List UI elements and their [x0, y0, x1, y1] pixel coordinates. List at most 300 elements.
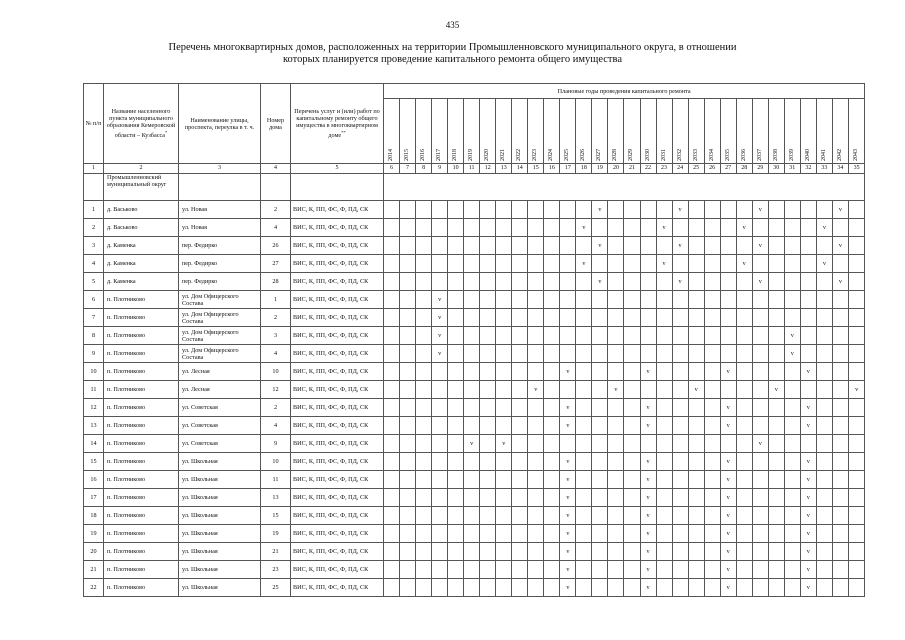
- year-cell: [560, 201, 576, 219]
- header-year: 2040: [800, 99, 816, 164]
- year-cell: [512, 255, 528, 273]
- year-cell: [816, 453, 832, 471]
- year-cell: [416, 201, 432, 219]
- repair-mark: v: [768, 381, 784, 399]
- house-cell: 4: [261, 345, 291, 363]
- year-cell: [656, 237, 672, 255]
- year-cell: [736, 489, 752, 507]
- year-cell: [576, 273, 592, 291]
- repair-mark: v: [800, 561, 816, 579]
- street-cell: ул. Советская: [179, 417, 261, 435]
- year-cell: [464, 525, 480, 543]
- repair-mark: v: [832, 201, 848, 219]
- year-cell: [672, 417, 688, 435]
- year-cell: [480, 471, 496, 489]
- services-cell: ВИС, К, ПП, ФС, Ф, ПД, СК: [291, 273, 384, 291]
- year-cell: [448, 291, 464, 309]
- year-cell: [720, 255, 736, 273]
- year-cell: [784, 273, 800, 291]
- table-row: [84, 507, 865, 525]
- settlement-cell: п. Плотниково: [104, 471, 179, 489]
- year-cell: [480, 309, 496, 327]
- year-cell: [768, 327, 784, 345]
- year-cell: [624, 381, 640, 399]
- year-cell: [576, 525, 592, 543]
- repair-mark: v: [816, 255, 832, 273]
- year-cell: [656, 363, 672, 381]
- year-cell: [544, 309, 560, 327]
- repair-mark: v: [560, 363, 576, 381]
- year-cell: [848, 237, 864, 255]
- year-cell: [592, 363, 608, 381]
- house-cell: 11: [261, 471, 291, 489]
- year-cell: [656, 543, 672, 561]
- year-cell: [608, 435, 624, 453]
- year-cell: [528, 345, 544, 363]
- row-number: 4: [84, 255, 104, 273]
- repair-mark: v: [720, 507, 736, 525]
- year-cell: [752, 363, 768, 381]
- year-cell: [752, 471, 768, 489]
- year-cell: [720, 273, 736, 291]
- year-cell: [416, 363, 432, 381]
- year-cell: [592, 561, 608, 579]
- year-cell: [720, 435, 736, 453]
- year-cell: [576, 453, 592, 471]
- year-cell: [560, 309, 576, 327]
- settlement-cell: п. Плотниково: [104, 543, 179, 561]
- year-cell: [848, 219, 864, 237]
- column-index-cell: 12: [480, 164, 496, 174]
- year-cell: [784, 453, 800, 471]
- row-number: 11: [84, 381, 104, 399]
- year-cell: [496, 363, 512, 381]
- year-cell: [608, 345, 624, 363]
- year-cell: [784, 255, 800, 273]
- year-cell: [736, 579, 752, 597]
- year-cell: [624, 417, 640, 435]
- year-cell: [400, 399, 416, 417]
- repair-mark: v: [800, 543, 816, 561]
- services-cell: ВИС, К, ПП, ФС, Ф, ПД, СК: [291, 201, 384, 219]
- year-cell: [432, 381, 448, 399]
- year-cell: [704, 507, 720, 525]
- year-cell: [400, 363, 416, 381]
- year-cell: [736, 345, 752, 363]
- year-cell: [768, 273, 784, 291]
- year-cell: [688, 219, 704, 237]
- settlement-cell: п. Плотниково: [104, 399, 179, 417]
- year-cell: [576, 579, 592, 597]
- year-cell: [800, 237, 816, 255]
- year-cell: [560, 435, 576, 453]
- year-cell: [848, 201, 864, 219]
- year-cell: [480, 507, 496, 525]
- year-cell: [800, 435, 816, 453]
- year-cell: [672, 255, 688, 273]
- year-cell: [384, 417, 400, 435]
- year-cell: [496, 291, 512, 309]
- year-cell: [576, 417, 592, 435]
- column-index-cell: 34: [832, 164, 848, 174]
- services-cell: ВИС, К, ПП, ФС, Ф, ПД, СК: [291, 219, 384, 237]
- year-cell: [432, 273, 448, 291]
- year-cell: [752, 561, 768, 579]
- year-cell: [512, 507, 528, 525]
- header-year: 2015: [400, 99, 416, 164]
- year-cell: [768, 309, 784, 327]
- year-cell: [816, 273, 832, 291]
- column-index-cell: 11: [464, 164, 480, 174]
- year-cell: [576, 507, 592, 525]
- repair-mark: v: [720, 561, 736, 579]
- year-cell: [400, 561, 416, 579]
- year-cell: [544, 435, 560, 453]
- services-cell: ВИС, К, ПП, ФС, Ф, ПД, СК: [291, 363, 384, 381]
- table-row: [84, 219, 865, 237]
- year-cell: [672, 291, 688, 309]
- repair-mark: v: [560, 471, 576, 489]
- table-row: [84, 273, 865, 291]
- year-cell: [448, 489, 464, 507]
- year-cell: [624, 309, 640, 327]
- year-cell: [768, 561, 784, 579]
- header-year: 2043: [848, 99, 864, 164]
- year-cell: [624, 237, 640, 255]
- year-cell: [416, 327, 432, 345]
- repair-mark: v: [784, 327, 800, 345]
- repair-mark: v: [720, 399, 736, 417]
- year-cell: [400, 237, 416, 255]
- street-cell: ул. Лесная: [179, 363, 261, 381]
- header-year: 2018: [448, 99, 464, 164]
- column-index-row: [84, 164, 865, 174]
- repair-mark: v: [640, 417, 656, 435]
- year-cell: [416, 579, 432, 597]
- year-cell: [832, 489, 848, 507]
- year-cell: [448, 417, 464, 435]
- year-cell: [624, 525, 640, 543]
- house-cell: 2: [261, 309, 291, 327]
- street-cell: ул. Дом Офицерского Состава: [179, 309, 261, 327]
- year-cell: [496, 345, 512, 363]
- year-cell: [448, 453, 464, 471]
- header-year: 2014: [384, 99, 400, 164]
- repair-mark: v: [848, 381, 864, 399]
- table-row: [84, 345, 865, 363]
- year-cell: [784, 399, 800, 417]
- year-cell: [528, 417, 544, 435]
- year-cell: [768, 489, 784, 507]
- year-cell: [672, 471, 688, 489]
- repair-mark: v: [832, 237, 848, 255]
- year-cell: [640, 327, 656, 345]
- year-cell: [752, 399, 768, 417]
- year-cell: [784, 579, 800, 597]
- year-cell: [384, 507, 400, 525]
- street-cell: ул. Дом Офицерского Состава: [179, 291, 261, 309]
- year-cell: [496, 417, 512, 435]
- year-cell: [480, 255, 496, 273]
- year-cell: [512, 435, 528, 453]
- year-cell: [768, 255, 784, 273]
- year-cell: [656, 399, 672, 417]
- year-cell: [608, 543, 624, 561]
- settlement-cell: п. Плотниково: [104, 507, 179, 525]
- year-cell: [512, 201, 528, 219]
- year-cell: [400, 345, 416, 363]
- year-cell: [656, 345, 672, 363]
- year-cell: [400, 255, 416, 273]
- year-cell: [720, 345, 736, 363]
- year-cell: [576, 237, 592, 255]
- repair-mark: v: [640, 471, 656, 489]
- year-cell: [384, 273, 400, 291]
- year-cell: [656, 417, 672, 435]
- year-cell: [544, 525, 560, 543]
- services-cell: ВИС, К, ПП, ФС, Ф, ПД, СК: [291, 309, 384, 327]
- year-cell: [816, 435, 832, 453]
- year-cell: [768, 291, 784, 309]
- column-index-cell: 14: [512, 164, 528, 174]
- column-index-cell: 29: [752, 164, 768, 174]
- year-cell: [544, 201, 560, 219]
- year-cell: [704, 561, 720, 579]
- street-cell: пер. Федирко: [179, 237, 261, 255]
- table-row: [84, 453, 865, 471]
- repair-mark: v: [656, 255, 672, 273]
- header-year: 2039: [784, 99, 800, 164]
- year-cell: [400, 471, 416, 489]
- year-cell: [496, 525, 512, 543]
- year-cell: [400, 327, 416, 345]
- house-cell: 10: [261, 363, 291, 381]
- year-cell: [608, 291, 624, 309]
- repair-mark: v: [752, 435, 768, 453]
- year-cell: [496, 273, 512, 291]
- column-index-cell: 22: [640, 164, 656, 174]
- column-index-cell: 32: [800, 164, 816, 174]
- year-cell: [416, 273, 432, 291]
- year-cell: [528, 291, 544, 309]
- year-cell: [800, 345, 816, 363]
- year-cell: [384, 489, 400, 507]
- year-cell: [608, 471, 624, 489]
- year-cell: [736, 363, 752, 381]
- year-cell: [544, 453, 560, 471]
- table-row: [84, 471, 865, 489]
- year-cell: [656, 453, 672, 471]
- header-year: 2033: [688, 99, 704, 164]
- header-year: 2020: [480, 99, 496, 164]
- year-cell: [784, 417, 800, 435]
- year-cell: [512, 525, 528, 543]
- year-cell: [816, 201, 832, 219]
- year-cell: [464, 507, 480, 525]
- header-year: 2019: [464, 99, 480, 164]
- year-cell: [400, 453, 416, 471]
- column-index-cell: 15: [528, 164, 544, 174]
- year-cell: [688, 507, 704, 525]
- year-cell: [816, 507, 832, 525]
- year-cell: [416, 345, 432, 363]
- repair-mark: v: [464, 435, 480, 453]
- year-cell: [576, 399, 592, 417]
- year-cell: [720, 219, 736, 237]
- document-title: [120, 42, 785, 66]
- year-cell: [384, 345, 400, 363]
- year-cell: [816, 561, 832, 579]
- year-cell: [496, 399, 512, 417]
- year-cell: [448, 255, 464, 273]
- year-cell: [496, 543, 512, 561]
- year-cell: [816, 471, 832, 489]
- year-cell: [816, 399, 832, 417]
- section-label: Промышленновский муниципальный округ: [104, 174, 179, 201]
- year-cell: [496, 561, 512, 579]
- year-cell: [832, 579, 848, 597]
- repair-mark: v: [560, 453, 576, 471]
- year-cell: [832, 399, 848, 417]
- year-cell: [704, 363, 720, 381]
- year-cell: [624, 489, 640, 507]
- year-cell: [848, 435, 864, 453]
- year-cell: [432, 453, 448, 471]
- year-cell: [656, 201, 672, 219]
- year-cell: [384, 435, 400, 453]
- house-cell: 26: [261, 237, 291, 255]
- year-cell: [528, 399, 544, 417]
- year-cell: [704, 453, 720, 471]
- year-cell: [784, 291, 800, 309]
- year-cell: [736, 417, 752, 435]
- year-cell: [704, 381, 720, 399]
- year-cell: [592, 435, 608, 453]
- year-cell: [624, 453, 640, 471]
- row-number: 8: [84, 327, 104, 345]
- year-cell: [768, 201, 784, 219]
- services-cell: ВИС, К, ПП, ФС, Ф, ПД, СК: [291, 453, 384, 471]
- row-number: 3: [84, 237, 104, 255]
- year-cell: [432, 471, 448, 489]
- year-cell: [544, 219, 560, 237]
- header-year: 2036: [736, 99, 752, 164]
- year-cell: [832, 453, 848, 471]
- year-cell: [480, 543, 496, 561]
- year-cell: [832, 507, 848, 525]
- table-row: [84, 327, 865, 345]
- year-cell: [400, 381, 416, 399]
- year-cell: [432, 507, 448, 525]
- year-cell: [480, 561, 496, 579]
- row-number: 17: [84, 489, 104, 507]
- repair-schedule-table: [83, 83, 865, 597]
- street-cell: пер. Федирко: [179, 273, 261, 291]
- repair-mark: v: [640, 363, 656, 381]
- year-cell: [528, 309, 544, 327]
- year-cell: [560, 273, 576, 291]
- year-cell: [400, 417, 416, 435]
- year-cell: [448, 579, 464, 597]
- year-cell: [736, 399, 752, 417]
- row-number: 20: [84, 543, 104, 561]
- year-cell: [784, 561, 800, 579]
- year-cell: [448, 201, 464, 219]
- column-index-cell: 21: [624, 164, 640, 174]
- repair-mark: v: [560, 579, 576, 597]
- row-number: 1: [84, 201, 104, 219]
- page-number: 435: [445, 20, 460, 30]
- repair-mark: v: [688, 381, 704, 399]
- column-index-cell: 35: [848, 164, 864, 174]
- year-cell: [800, 291, 816, 309]
- year-cell: [432, 543, 448, 561]
- year-cell: [688, 579, 704, 597]
- table-row: [84, 525, 865, 543]
- year-cell: [736, 291, 752, 309]
- year-cell: [400, 273, 416, 291]
- header-year: 2042: [832, 99, 848, 164]
- year-cell: [608, 525, 624, 543]
- year-cell: [544, 471, 560, 489]
- year-cell: [736, 471, 752, 489]
- year-cell: [464, 579, 480, 597]
- settlement-cell: п. Плотниково: [104, 561, 179, 579]
- year-cell: [416, 453, 432, 471]
- row-number: 22: [84, 579, 104, 597]
- year-cell: [400, 507, 416, 525]
- year-cell: [400, 309, 416, 327]
- repair-mark: v: [720, 525, 736, 543]
- year-cell: [720, 201, 736, 219]
- header-year: 2022: [512, 99, 528, 164]
- repair-mark: v: [800, 363, 816, 381]
- year-cell: [544, 291, 560, 309]
- year-cell: [496, 489, 512, 507]
- header-year: 2017: [432, 99, 448, 164]
- repair-mark: v: [496, 435, 512, 453]
- year-cell: [384, 471, 400, 489]
- row-number: 18: [84, 507, 104, 525]
- row-number: 10: [84, 363, 104, 381]
- services-cell: ВИС, К, ПП, ФС, Ф, ПД, СК: [291, 435, 384, 453]
- street-cell: ул. Новая: [179, 219, 261, 237]
- year-cell: [624, 345, 640, 363]
- house-cell: 2: [261, 399, 291, 417]
- row-number: 12: [84, 399, 104, 417]
- street-cell: ул. Школьная: [179, 471, 261, 489]
- services-cell: ВИС, К, ПП, ФС, Ф, ПД, СК: [291, 525, 384, 543]
- street-cell: ул. Школьная: [179, 543, 261, 561]
- settlement-cell: п. Плотниково: [104, 453, 179, 471]
- repair-mark: v: [560, 507, 576, 525]
- year-cell: [800, 327, 816, 345]
- year-cell: [736, 309, 752, 327]
- year-cell: [528, 201, 544, 219]
- year-cell: [464, 489, 480, 507]
- year-cell: [432, 525, 448, 543]
- year-cell: [448, 471, 464, 489]
- services-cell: ВИС, К, ПП, ФС, Ф, ПД, СК: [291, 381, 384, 399]
- services-cell: ВИС, К, ПП, ФС, Ф, ПД, СК: [291, 255, 384, 273]
- year-cell: [640, 435, 656, 453]
- year-cell: [656, 291, 672, 309]
- year-cell: [464, 273, 480, 291]
- year-cell: [496, 327, 512, 345]
- year-cell: [688, 525, 704, 543]
- year-cell: [592, 219, 608, 237]
- year-cell: [416, 399, 432, 417]
